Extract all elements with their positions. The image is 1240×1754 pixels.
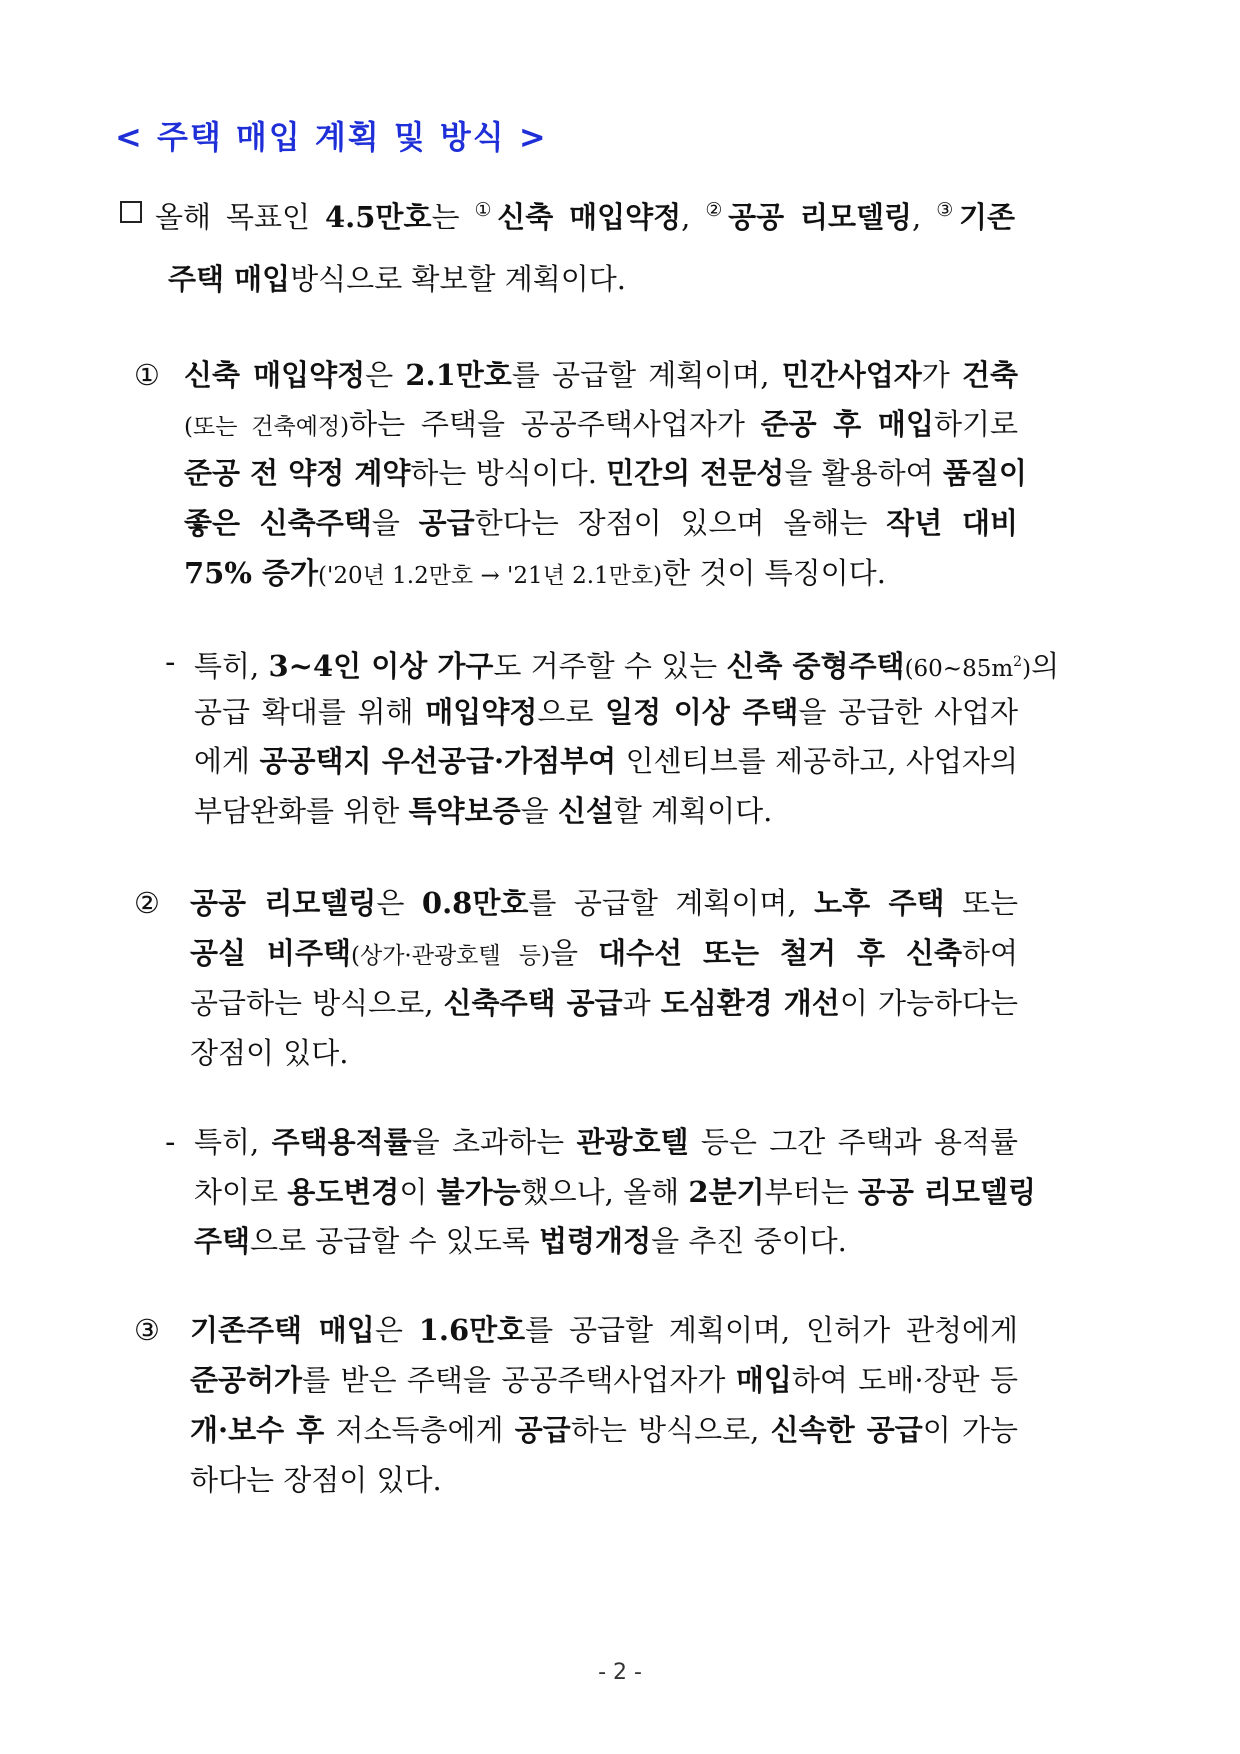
s2d-line-3: 주택으로 공급할 수 있도록 법령개정을 추진 중이다. [194, 1224, 847, 1258]
s1-line-4: 좋은 신축주택을 공급한다는 장점이 있으며 올해는 작년 대비 [184, 506, 1019, 540]
page-number: - 2 - [598, 1660, 642, 1685]
intro-line-1: 올해 목표인 4.5만호는 ①신축 매입약정, ②공공 리모델링, ③기존 [155, 199, 1015, 234]
s3-line-1: 기존주택 매입은 1.6만호를 공급할 계획이며, 인허가 관청에게 [190, 1313, 1018, 1347]
dash-bullet-1: - [165, 645, 176, 679]
section-marker-3: ③ [134, 1313, 160, 1347]
s1d-line-2: 공급 확대를 위해 매입약정으로 일정 이상 주택을 공급한 사업자 [194, 695, 1018, 729]
checkbox-bullet [120, 201, 142, 223]
s3-line-2: 준공허가를 받은 주택을 공공주택사업자가 매입하여 도배·장판 등 [190, 1363, 1018, 1397]
s1d-line-3: 에게 공공택지 우선공급·가점부여 인센티브를 제공하고, 사업자의 [194, 744, 1018, 778]
s1-line-1: 신축 매입약정은 2.1만호를 공급할 계획이며, 민간사업자가 건축 [184, 358, 1019, 392]
s3-line-3: 개·보수 후 저소득층에게 공급하는 방식으로, 신속한 공급이 가능 [190, 1413, 1018, 1447]
page-title: < 주택 매입 계획 및 방식 > [115, 118, 548, 156]
s2-line-3: 공급하는 방식으로, 신축주택 공급과 도심환경 개선이 가능하다는 [190, 986, 1019, 1020]
section-marker-1: ① [134, 358, 160, 392]
s1-line-2: (또는 건축예정)하는 주택을 공공주택사업자가 준공 후 매입하기로 [184, 407, 1019, 441]
section-marker-2: ② [134, 886, 160, 920]
s2-line-1: 공공 리모델링은 0.8만호를 공급할 계획이며, 노후 주택 또는 [190, 886, 1019, 920]
dash-bullet-2: - [165, 1125, 176, 1159]
s1-line-3: 준공 전 약정 계약하는 방식이다. 민간의 전문성을 활용하여 품질이 [184, 456, 1027, 490]
s1d-line-4: 부담완화를 위한 특약보증을 신설할 계획이다. [194, 794, 773, 828]
intro-line-2: 주택 매입방식으로 확보할 계획이다. [168, 262, 626, 296]
s2d-line-2: 차이로 용도변경이 불가능했으나, 올해 2분기부터는 공공 리모델링 [194, 1175, 1037, 1209]
s1-line-5: 75% 증가('20년 1.2만호 → '21년 2.1만호)한 것이 특징이다. [184, 556, 886, 590]
s2-line-2: 공실 비주택(상가·관광호텔 등)을 대수선 또는 철거 후 신축하여 [190, 936, 1019, 970]
s1d-line-1: 특히, 3~4인 이상 가구도 거주할 수 있는 신축 중형주택$(60\sim 85m^2)$의 [194, 649, 1060, 683]
s2-line-4: 장점이 있다. [190, 1036, 349, 1070]
s2d-line-1: 특히, 주택용적률을 초과하는 관광호텔 등은 그간 주택과 용적률 [194, 1125, 1019, 1159]
s3-line-4: 하다는 장점이 있다. [190, 1463, 442, 1497]
